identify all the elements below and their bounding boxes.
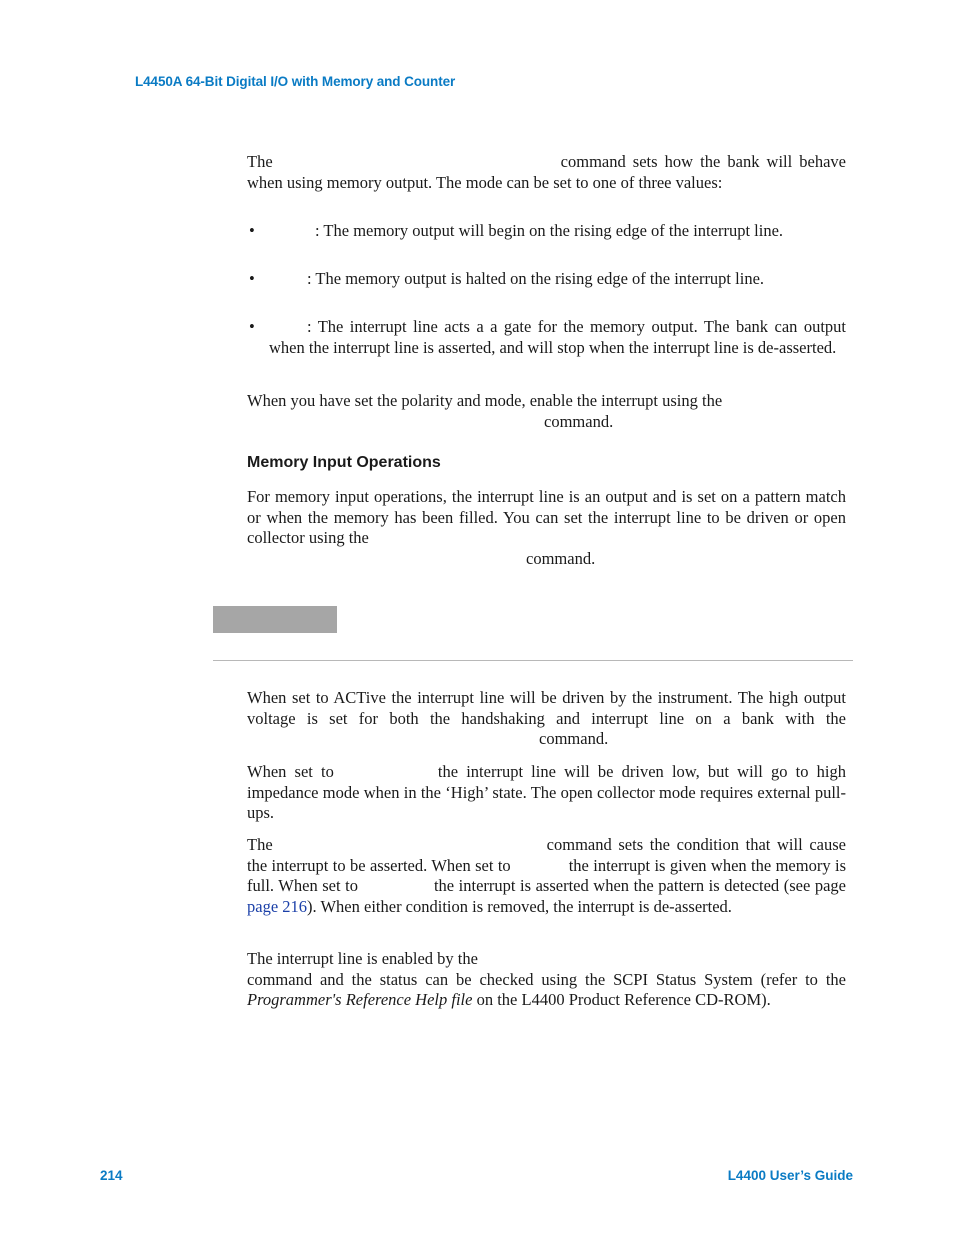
syntax-label-box [213,606,337,633]
section-heading: Memory Input Operations [247,454,441,471]
bullet-icon: • [249,317,255,336]
page-number: 214 [100,1168,123,1183]
list-item: • : The memory output is halted on the rising edge of the interrupt line. [249,269,765,288]
list-item: • : The memory output will begin on the rising edge of the interrupt line. [249,221,784,240]
open-collector-paragraph: When set to the interrupt line will be driven low, but will go to high impedance mode when in the ‘High’ state. The open collector mode requires external pull-ups. [247,762,846,822]
enable-status-paragraph: The interrupt line is enabled by the command and the status can be checked using the SCPI Status System (refer to the Programmer's Reference Help file on the L4400 Product Reference CD-ROM). [247,949,846,1009]
active-mode-paragraph: When set to ACTive the interrupt line will be driven by the instrument. The high output voltage is set for both the handshaking and interrupt line on a bank with thecommand. [247,688,846,748]
interrupt-condition-paragraph: The command sets the condition that will cause the interrupt to be asserted. When set to the interrupt is given when the memory is full. When set to the interrupt is asserted when the pattern is detected (see page page 216). When either condition is removed, the interrupt is de-asserted. [247,835,846,916]
bullet-icon: • [249,269,255,288]
running-header: L4450A 64-Bit Digital I/O with Memory and Counter [135,74,456,89]
memory-input-paragraph: For memory input operations, the interrupt line is an output and is set on a pattern match or when the memory has been filled. You can set the interrupt line to be driven or open collector using the command. [247,487,846,568]
guide-title: L4400 User’s Guide [727,1168,853,1183]
list-item: • : The interrupt line acts a a gate for the memory output. The bank can output when the interrupt line is asserted, and will stop when the interrupt line is de-asserted. [249,317,846,357]
page-link[interactable]: page 216 [247,896,308,916]
bullet-icon: • [249,221,255,240]
enable-interrupt-paragraph: When you have set the polarity and mode, enable the interrupt using the command. [247,391,723,431]
mode-intro-paragraph: The command sets how the bank will behave when using memory output. The mode can be set to one of three values: [247,152,846,192]
divider [213,660,853,661]
